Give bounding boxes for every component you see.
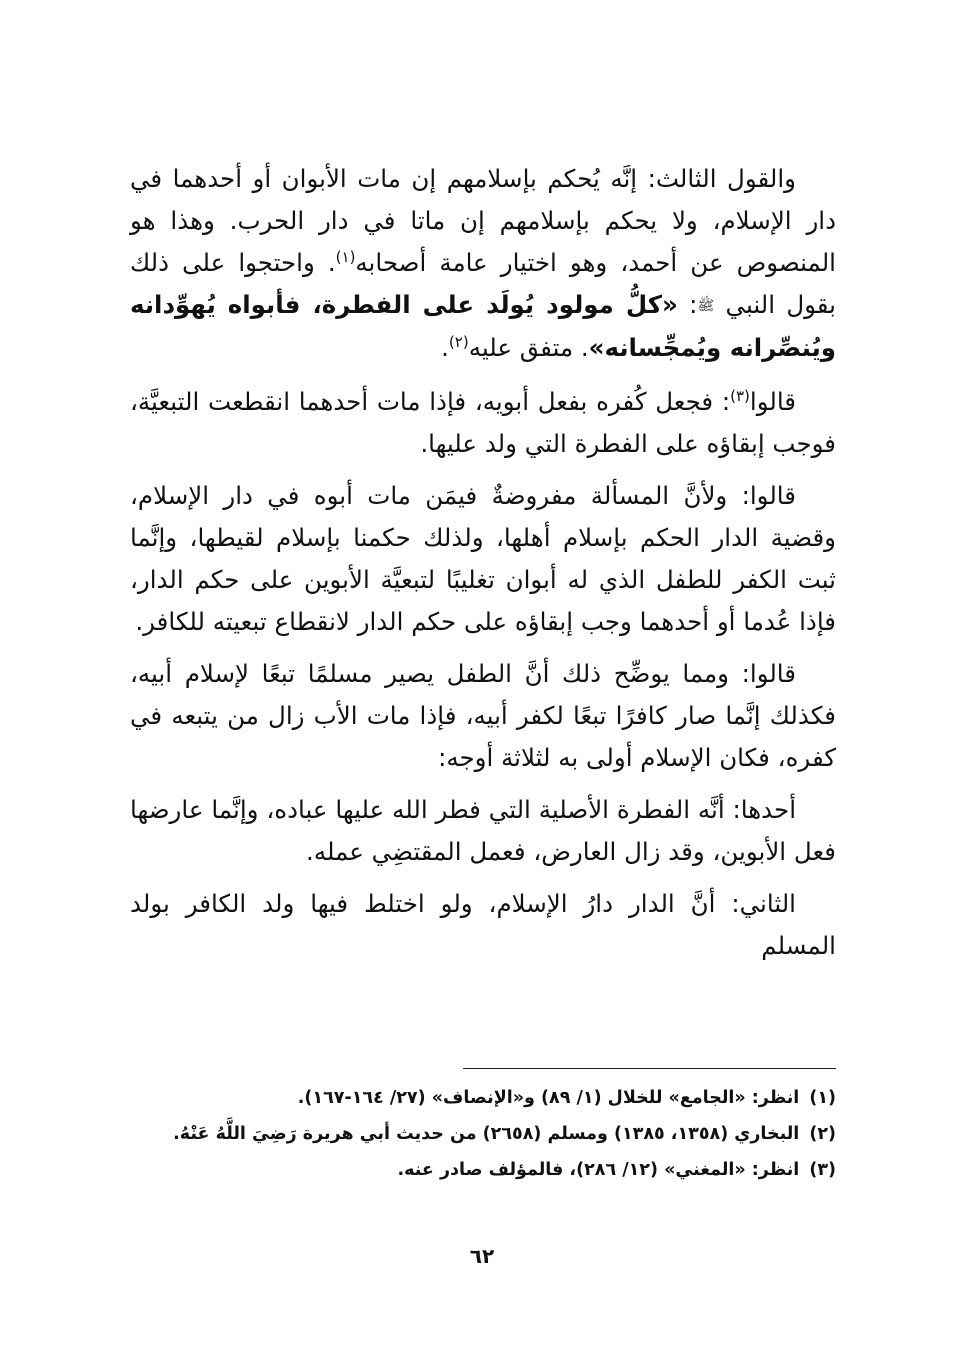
- paragraph-text: والقول الثالث: إنَّه يُحكم بإسلامهم إن مات الأبوان أو أحدهما في دار الإسلام، ولا يحكم بإسلامهم إن ماتا في دار الحرب. وهذا هو المنصوص عن أحمد، وهو اختيار عامة أصحابه: [130, 164, 836, 277]
- footnotes: [130, 1080, 836, 1188]
- footnote-text: انظر: «المغني» (١٢/ ٢٨٦)، فالمؤلف صادر عنه.: [397, 1160, 800, 1180]
- footnote-3: [130, 1152, 836, 1188]
- paragraph-text: . واحتجوا على ذلك بقول النبي: [130, 248, 837, 319]
- paragraph-third-opinion: [130, 158, 836, 369]
- paragraph-first-aspect: أحدها: أنَّه الفطرة الأصلية التي فطر الله عليها عباده، وإنَّما عارضها فعل الأبوين، وقد زال العارض، فعمل المقتضِي عمله.: [130, 795, 836, 866]
- footnote-1: [130, 1080, 836, 1116]
- main-text: [130, 158, 836, 977]
- footnote-ref-1[interactable]: (١): [335, 247, 356, 266]
- footnote-separator: [463, 1068, 836, 1069]
- paragraph-second-aspect: الثاني: أنَّ الدار دارُ الإسلام، ولو اختلط فيها ولد الكافر بولد المسلم: [130, 889, 836, 960]
- page-number: ٦٢: [469, 1244, 495, 1268]
- footnote-ref-2[interactable]: (٢): [448, 332, 469, 351]
- footnote-text: البخاري (١٣٥٨، ١٣٨٥) ومسلم (٢٦٥٨) من حديث أبي هريرة رَضِيَ اللَّهُ عَنْهُ.: [173, 1124, 800, 1144]
- footnote-number: (٣): [809, 1160, 836, 1180]
- paragraph-text: : فجعل كُفره بفعل أبويه، فإذا مات أحدهما انقطعت التبعيَّة، فوجب إبقاؤه على الفطرة التي ولد عليها.: [130, 387, 836, 458]
- paragraph-they-said-1: [130, 381, 836, 465]
- footnote-2: [130, 1116, 836, 1152]
- paragraph-text: . متفق عليه: [468, 333, 589, 362]
- hadith-quote: «كلُّ مولود يُولَد على الفطرة، فأبواه يُهوِّدانه ويُنصِّرانه ويُمجِّسانه»: [130, 290, 836, 362]
- footnote-number: (٢): [809, 1124, 836, 1144]
- paragraph-they-said-3: قالوا: ومما يوضِّح ذلك أنَّ الطفل يصير مسلمًا تبعًا لإسلام أبيه، فكذلك إنَّما صار كافرًا تبعًا لكفر أبيه، فإذا مات الأب زال من يتبعه في كفره، فكان الإسلام أولى به لثلاثة أوجه:: [130, 659, 836, 772]
- footnote-text: انظر: «الجامع» للخلال (١/ ٨٩) و«الإنصاف» (٢٧/ ١٦٤-١٦٧).: [297, 1088, 800, 1108]
- paragraph-they-said-2: قالوا: ولأنَّ المسألة مفروضةٌ فيمَن مات أبوه في دار الإسلام، وقضية الدار الحكم بإسلام أهلها، ولذلك حكمنا بإسلام لقيطها، وإنَّما ثبت الكفر للطفل الذي له أبوان تغليبًا لتبعيَّة الأبوين على حكم الدار، فإذا عُدما أو أحدهما وجب إبقاؤه على حكم الدار لانقطاع تبعيته للكافر.: [130, 481, 836, 636]
- footnote-ref-3[interactable]: (٣): [730, 386, 750, 405]
- paragraph-text: .: [441, 333, 449, 362]
- footnote-number: (١): [809, 1088, 836, 1108]
- paragraph-text: :: [677, 290, 698, 319]
- salutation-glyph: ﷺ: [697, 298, 715, 314]
- paragraph-text: قالوا: [749, 387, 796, 416]
